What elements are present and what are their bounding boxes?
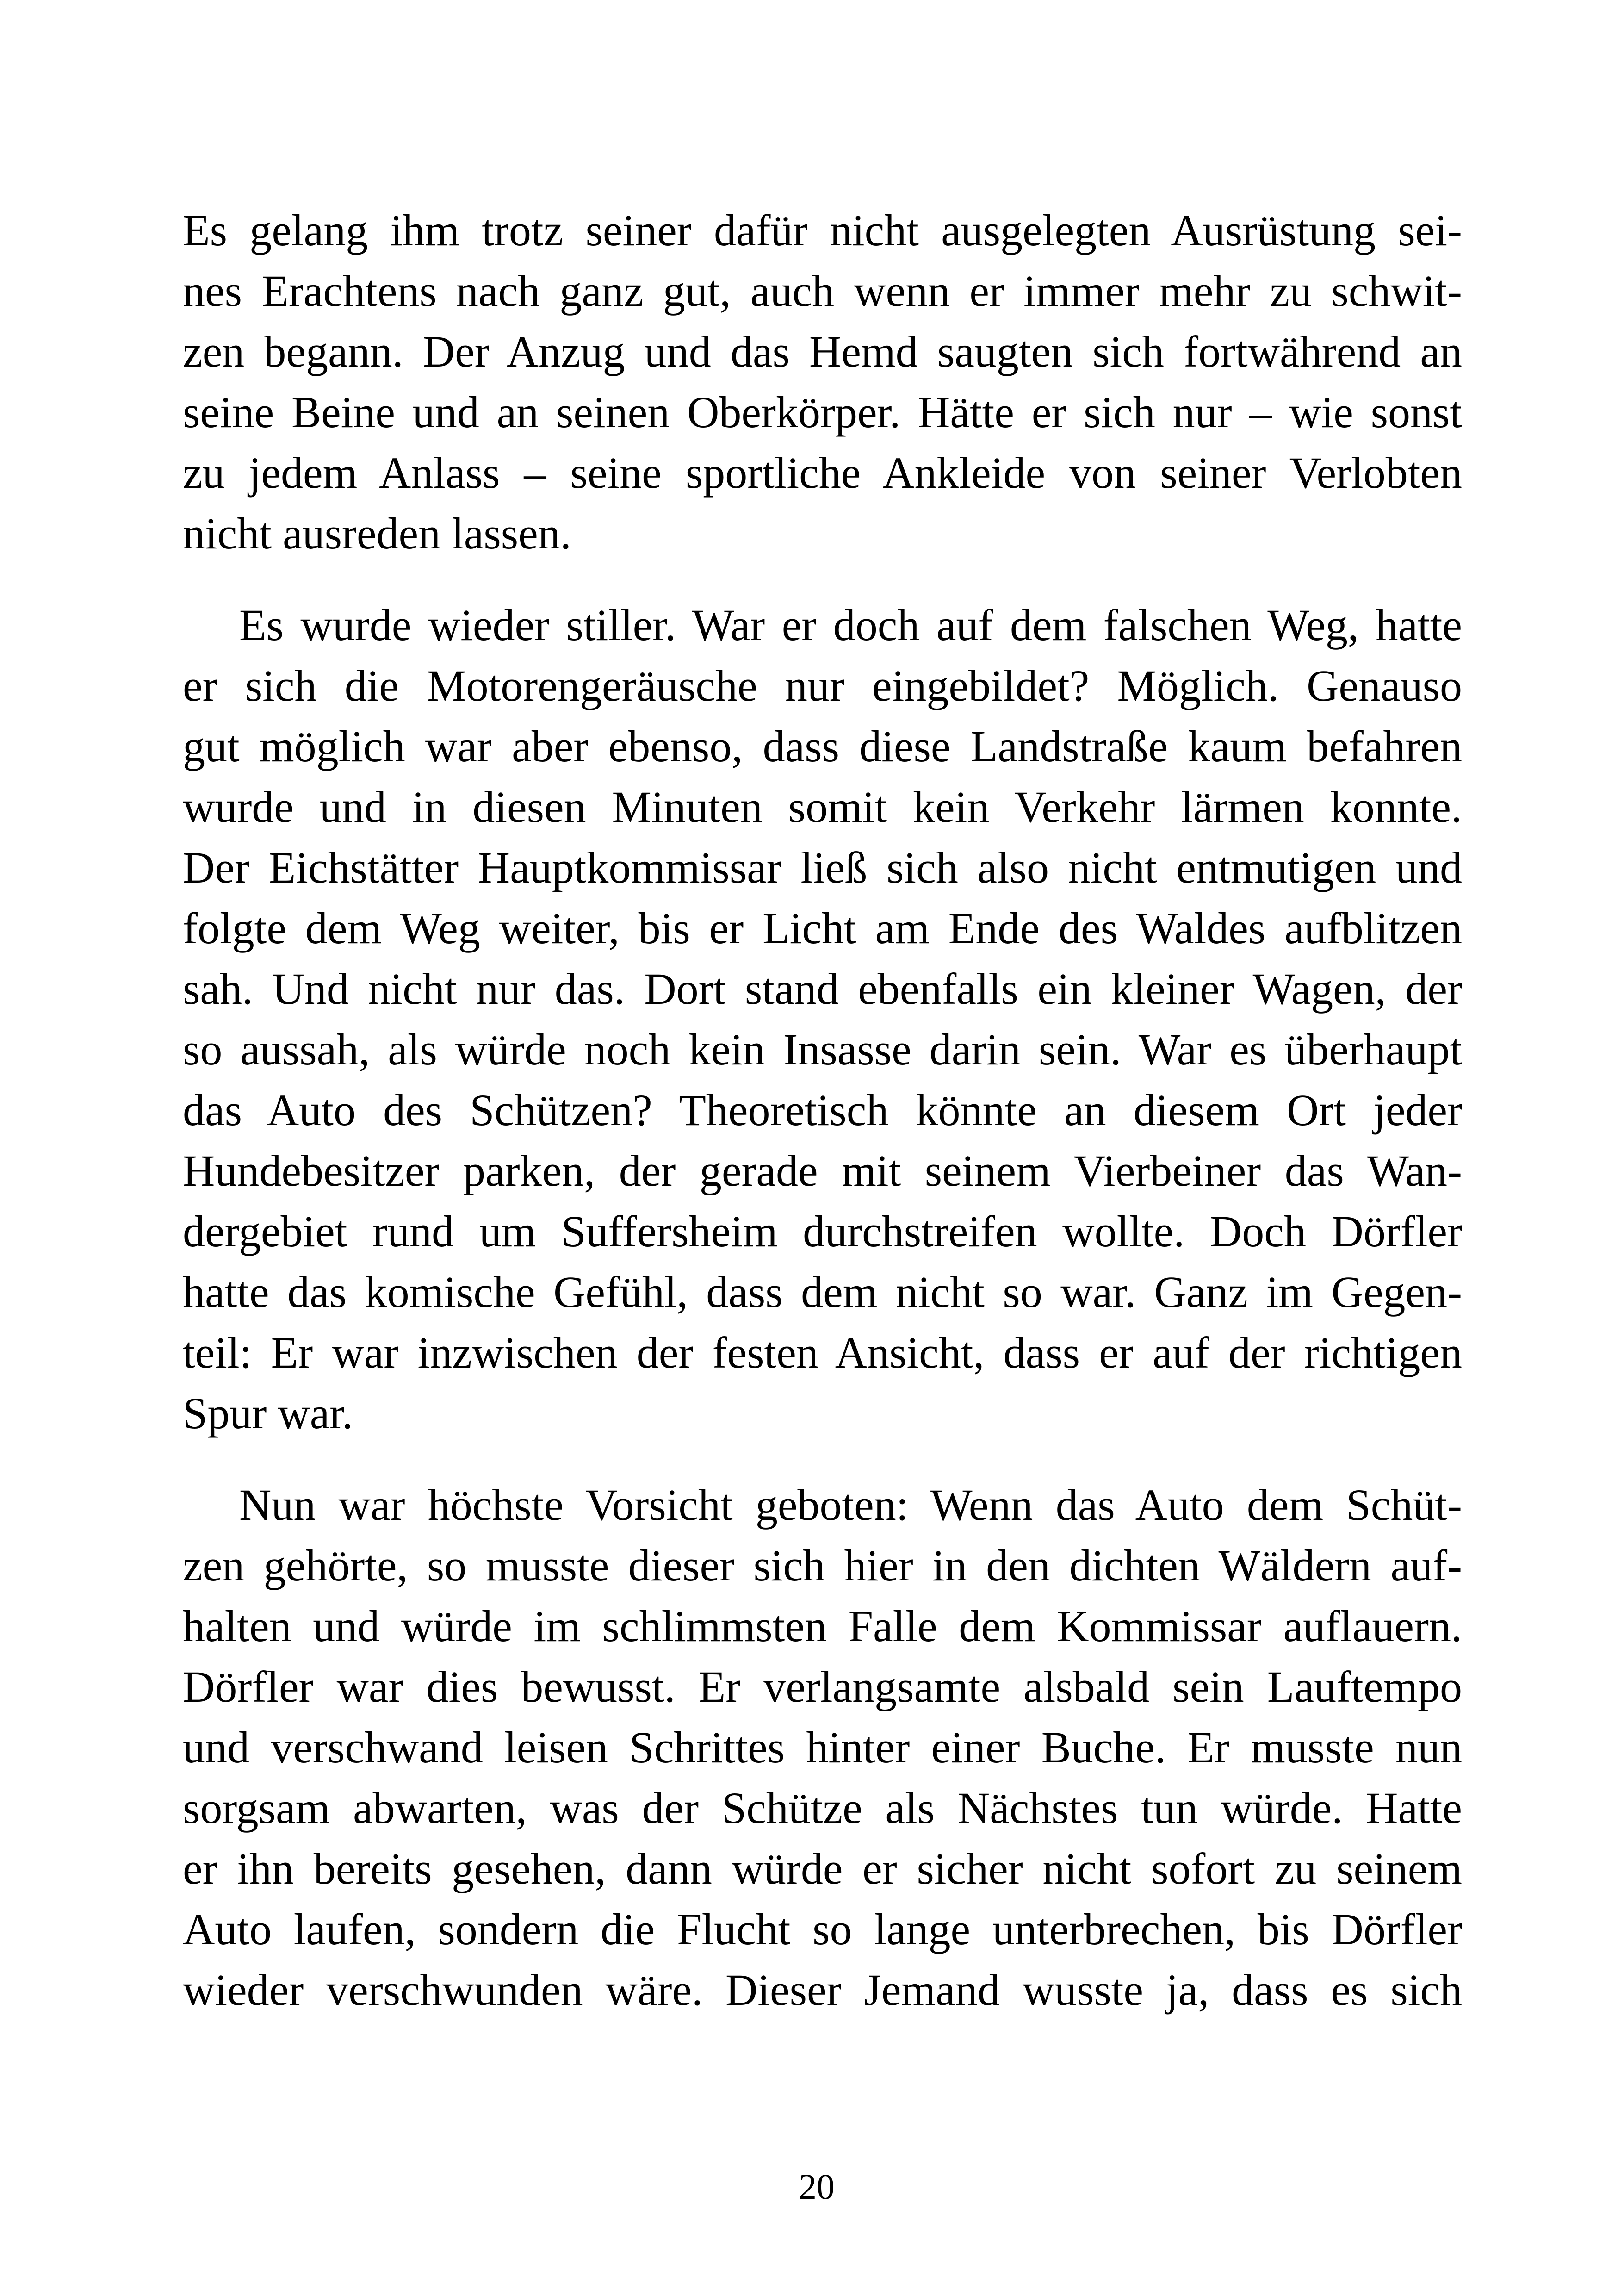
text-line: Spur war.	[183, 1388, 353, 1438]
paragraph	[183, 200, 1462, 564]
paragraph	[183, 1475, 1462, 2020]
paragraph	[183, 595, 1462, 1444]
text-line: seine Beine und an seinen Oberkörper. Hätte er sich nur – wie sonst	[183, 387, 1462, 437]
text-line: er ihn bereits gesehen, dann würde er sicher nicht sofort zu seinem	[183, 1844, 1462, 1893]
text-line: zen begann. Der Anzug und das Hemd saugten sich fortwährend an	[183, 327, 1462, 376]
text-line: halten und würde im schlimmsten Falle dem Kommissar auflauern.	[183, 1601, 1462, 1651]
text-line: gut möglich war aber ebenso, dass diese Landstraße kaum befahren	[183, 722, 1462, 771]
text-line: wurde und in diesen Minuten somit kein Verkehr lärmen konnte.	[183, 782, 1462, 832]
text-line: Es wurde wieder stiller. War er doch auf dem falschen Weg, hatte	[239, 600, 1462, 650]
text-line: das Auto des Schützen? Theoretisch könnte an diesem Ort jeder	[183, 1085, 1462, 1135]
text-line: Der Eichstätter Hauptkommissar ließ sich also nicht entmutigen und	[183, 843, 1462, 892]
text-line: und verschwand leisen Schrittes hinter einer Buche. Er musste nun	[183, 1723, 1462, 1772]
text-line: hatte das komische Gefühl, dass dem nicht so war. Ganz im Gegen-	[183, 1267, 1462, 1317]
text-line: Auto laufen, sondern die Flucht so lange unterbrechen, bis Dörfler	[183, 1904, 1462, 1954]
text-line: sorgsam abwarten, was der Schütze als Nächstes tun würde. Hatte	[183, 1783, 1462, 1833]
body-text	[183, 200, 1462, 2051]
text-line: Es gelang ihm trotz seiner dafür nicht ausgelegten Ausrüstung sei-	[183, 205, 1462, 255]
text-line: wieder verschwunden wäre. Dieser Jemand wusste ja, dass es sich	[183, 1965, 1462, 2015]
text-line: sah. Und nicht nur das. Dort stand ebenfalls ein kleiner Wagen, der	[183, 964, 1462, 1014]
text-line: folgte dem Weg weiter, bis er Licht am Ende des Waldes aufblitzen	[183, 903, 1462, 953]
text-line: Nun war höchste Vorsicht geboten: Wenn das Auto dem Schüt-	[239, 1480, 1462, 1530]
text-line: so aussah, als würde noch kein Insasse darin sein. War es überhaupt	[183, 1025, 1462, 1074]
page-number: 20	[799, 2166, 835, 2207]
text-line: dergebiet rund um Suffersheim durchstreifen wollte. Doch Dörfler	[183, 1207, 1462, 1256]
text-line: teil: Er war inzwischen der festen Ansicht, dass er auf der richtigen	[183, 1328, 1462, 1377]
text-line: nicht ausreden lassen.	[183, 509, 571, 558]
text-line: Dörfler war dies bewusst. Er verlangsamte alsbald sein Lauftempo	[183, 1662, 1462, 1711]
text-line: nes Erachtens nach ganz gut, auch wenn er immer mehr zu schwit-	[183, 266, 1462, 316]
text-line: er sich die Motorengeräusche nur eingebildet? Möglich. Genauso	[183, 661, 1462, 710]
text-line: zen gehörte, so musste dieser sich hier in den dichten Wäldern auf-	[183, 1541, 1462, 1590]
text-line: zu jedem Anlass – seine sportliche Ankleide von seiner Verlobten	[183, 448, 1462, 498]
text-line: Hundebesitzer parken, der gerade mit seinem Vierbeiner das Wan-	[183, 1146, 1462, 1195]
